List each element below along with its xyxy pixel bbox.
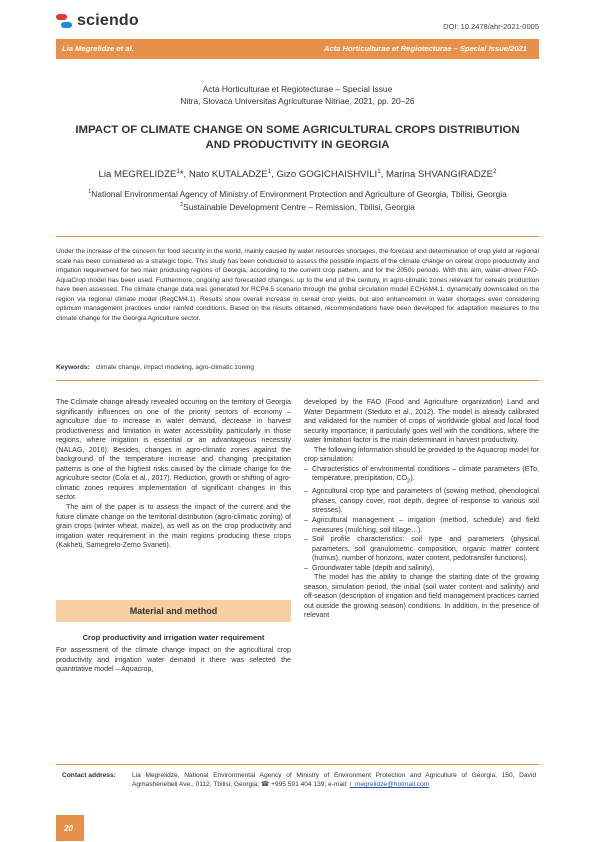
paragraph: The Cclimate change already revealed occuring on the territory of Georgia significantly influences on one of the priority sectors of economy – agriculture due to increase in water demand, decrease in harvest productiveness and limitation in water accessibility particularly in those regions, where irrigation is essential or an advantageous necessity (NALAG, 2016). Besides, changes in agro-climatic zones against the background of the temperature increase and changing precipitation patterns is one of the highest risks caused by the climate change for the agriculture sector (Cola et al., 2017). Reduction, growth or shifting of agro-climatic zones requires implementation of significant changes in this sector. <box>56 398 291 502</box>
paragraph: developed by the FAO (Food and Agriculture organization) Land and Water Department (Steduto et al., 2012). The model is already calibrated and validated for the number of crops of worldwide global and local food security importance; it particularly goes well with the conditions, where the water limitation factor is the main determinant in harvest productivity. <box>304 398 539 445</box>
input-list <box>304 465 539 573</box>
list-item: – Agricultural management – irrigation (method, schedule) and field measures (mulching, soil tillage…). <box>304 516 539 535</box>
abstract: Under the increase of the concern for food security in the world, mainly caused by water resources shortages, the forecast and determination of crop yield at regional scale has been considered as a strategic topic. This study has been conducted to assess the possible impacts of the climate change on cereal crops productivity and irrigation requirement for two main producing regions of Georgia, according to the current crop pattern, and for the 2050s periods. With this aim, water-driven FAO-AquaCrop model has been used. Furthermore, ongoing and forecasted changes, up to the end of the century, in agro-climatic zones relevant for cereals production have been assessed. The climate change data was generated for RCP4.5 scenario through the global circulation model ECHAM4.1, dynamically downscaled on the region via regional climate model (RegCM4.1). Results show overall increase in cereal crop yields, but also enhancement in water shortages even considering optimum management practices under rainfed conditions. Based on the results obtained, recommendations have been developed for adaptation measures to the climate change for the Georgia Agriculture sector. <box>56 248 539 322</box>
title-line: IMPACT OF CLIMATE CHANGE ON SOME AGRICULTURAL CROPS DISTRIBUTION <box>75 124 520 136</box>
author: Gizo GOGICHAISHVILI$^1$, <box>276 168 387 181</box>
paper-title <box>56 123 539 153</box>
keywords-label: Keywords: <box>56 364 90 371</box>
brand-name: sciendo <box>77 12 139 29</box>
author: Nato KUTALADZE$^1$, <box>188 168 277 181</box>
doi[interactable]: DOI: 10.2478/ahr-2021-0005 <box>443 22 539 31</box>
paragraph: The aim of the paper is to assess the impact of the current and the future climate change on the territorial distribution (agro-climatic zoning) of grain crops (winter wheat, maize), as well as on the crop productivity and irrigation water requirement in the main regions producing these crops (Kakheti, Samegrelo-Zemo Svaneti). <box>56 503 291 550</box>
list-item: – Characteristics of environmental conditions – climate parameters (ETo, temperature, precipitation, $CO_2$). <box>304 465 539 488</box>
contact-label: Contact address: <box>62 772 116 779</box>
subsection-heading: Crop productivity and irrigation water requirement <box>82 633 265 642</box>
author: Lia MEGRELIDZE$^1$*, <box>98 168 189 181</box>
list-item: – Groundwater table (depth and salinity). <box>304 564 539 574</box>
footer-rule <box>56 764 539 765</box>
author-list <box>56 168 539 180</box>
abstract-top-rule <box>56 236 539 237</box>
left-column-intro <box>56 398 291 551</box>
page-number-box <box>56 815 84 841</box>
abstract-bottom-rule <box>56 380 539 381</box>
list-item: – Soil profile characteristics: soil type and parameters (physical parameters, soil granulometric composition, organic matter content (humus), number of horizons, water content, pedotransfer functions). <box>304 535 539 564</box>
running-header <box>56 39 539 59</box>
list-item: – Agricultural crop type and parameters of (sowing method, phenological phases, canopy cover, root depth, degree of response to various soil stresses). <box>304 487 539 516</box>
section-heading: Material and method <box>56 600 291 622</box>
journal-name: Acta Horticulturae et Regiotecturae – Special Issue <box>202 84 393 94</box>
left-column-method <box>56 646 291 675</box>
page-number: 20 <box>64 824 73 833</box>
paragraph: The following information should be provided to the Aquacrop model for crop simulation: <box>304 445 539 464</box>
running-header-journal: Acta Horticulturae et Regiotecturae – Special Issue/2021 <box>323 44 527 53</box>
contact-text: Lia Megrelidze, National Environmental Agency of Ministry of Environment Protection and Agriculture of Georgia, 150, David Agmashenebeli Ave., 0112, Tbilisi, Georgia; ☎ +995 591 404 139; e-mail: l_megrelidze@hotmail.com <box>132 772 536 789</box>
keywords-text: climate change, impact modeling, agro-climatic zoning <box>95 364 255 371</box>
sciendo-logo <box>56 12 139 30</box>
author: Marina SHVANGIRADZE$^2$ <box>386 168 497 181</box>
journal-info <box>56 84 539 107</box>
paragraph: The model has the ability to change the starting date of the growing season, simulation period, the initial (soil water content and salinity) and off-season (description of irrigation and field management practices carried out outside the growing season) conditions. In addition, in the presence of relevant <box>304 573 539 620</box>
journal-publisher: Nitra, Slovaca Universitas Agriculturae Nitriae, 2021, pp. 20–26 <box>180 95 415 106</box>
running-header-authors: Lia Megrelidze et al. <box>62 44 134 53</box>
paragraph: For assessment of the climate change impact on the agricultural crop productivity and irrigation water demand it there was selected the quantitative model – Aquacrop, <box>56 646 291 674</box>
right-column <box>304 398 539 621</box>
keywords <box>56 364 254 371</box>
email-link[interactable]: l_megrelidze@hotmail.com <box>349 781 430 789</box>
affiliations <box>56 187 539 213</box>
affiliation: $^2$Sustainable Development Centre – Remission, Tbilisi, Georgia <box>180 201 415 212</box>
sciendo-logo-icon <box>56 13 72 29</box>
title-line: AND PRODUCTIVITY IN GEORGIA <box>205 139 390 151</box>
affiliation: $^1$National Environmental Agency of Ministry of Environment Protection and Agriculture of Georgia, Tbilisi, Georgia <box>88 188 507 199</box>
